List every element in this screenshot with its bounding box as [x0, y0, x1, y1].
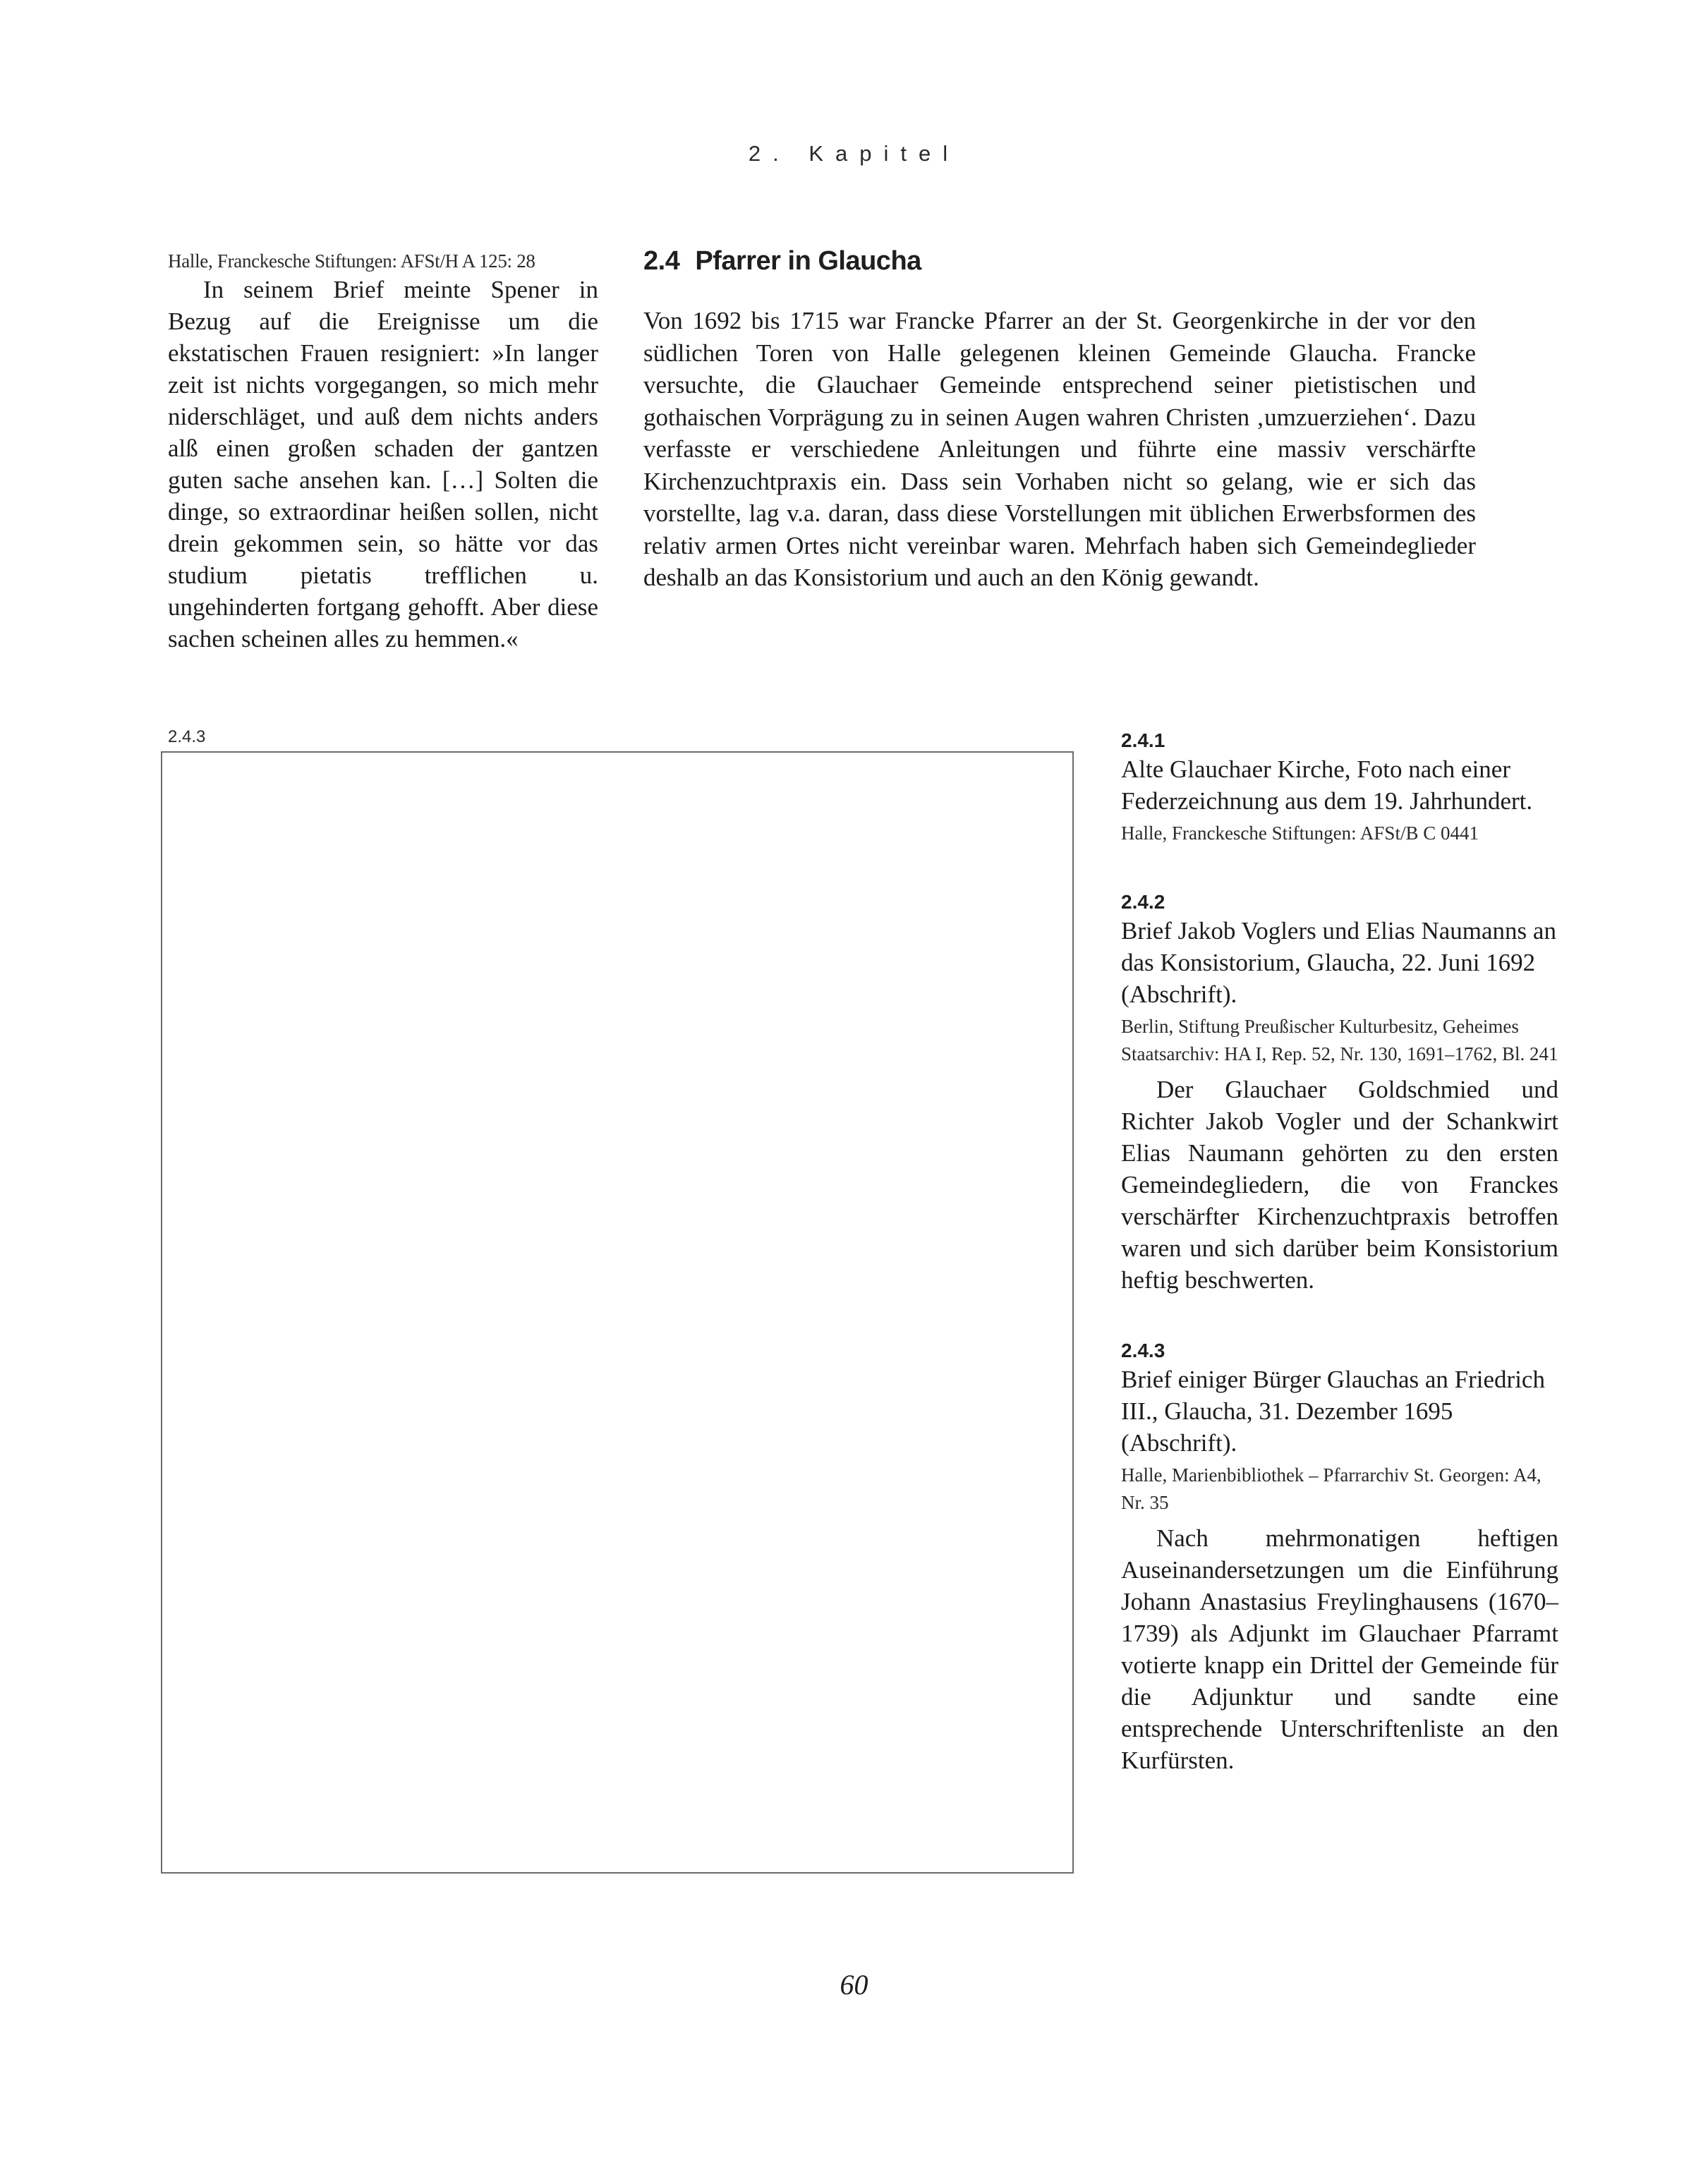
caption-item — [1121, 1338, 1558, 1776]
left-column — [168, 248, 598, 655]
caption-number: 2.4.2 — [1121, 891, 1165, 913]
caption-source: Berlin, Stiftung Preußischer Kulturbesitz, Geheimes Staatsarchiv: HA I, Rep. 52, Nr. 130, 1691–1762, Bl. 241 — [1121, 1016, 1558, 1064]
caption-item — [1121, 890, 1558, 1296]
caption-number: 2.4.1 — [1121, 729, 1165, 751]
figure-image-placeholder — [161, 751, 1074, 1874]
caption-number: 2.4.3 — [1121, 1340, 1165, 1361]
figure-label: 2.4.3 — [168, 727, 206, 746]
caption-item — [1121, 728, 1558, 847]
caption-title: Brief einiger Bürger Glauchas an Friedrich III., Glaucha, 31. Dezember 1695 (Abschrift). — [1121, 1366, 1545, 1457]
quote-paragraph: In seinem Brief meinte Spener in Bezug auf die Ereignisse um die ekstatischen Frauen resigniert: »In langer zeit ist nichts vorgegangen, so mich mehr niderschläget, und auß dem nichts anders alß einen großen schaden der gantzen guten sache ansehen kan. […] Solten die dinge, so extraordinar heißen sollen, nicht drein gekommen sein, so hätte vor das studium pietatis trefflichen u. ungehinderten fortgang gehofft. Aber diese sachen scheinen alles zu hemmen.« — [168, 276, 598, 652]
caption-source: Halle, Marienbibliothek – Pfarrarchiv St. Georgen: A4, Nr. 35 — [1121, 1464, 1542, 1513]
caption-title: Alte Glauchaer Kirche, Foto nach einer Federzeichnung aus dem 19. Jahrhundert. — [1121, 755, 1533, 815]
section-intro-paragraph: Von 1692 bis 1715 war Francke Pfarrer an der St. Georgenkirche in der vor den südlichen Toren von Halle gelegenen kleinen Gemeinde Glaucha. Francke versuchte, die Glauchaer Gemeinde entsprechend seiner pietistischen und gothaischen Vorprägung zu in seinen Augen wahren Christen ‚umzuerziehen‘. Dazu verfasste er verschiedene Anleitungen und führte eine massiv verschärfte Kirchenzuchtpraxis ein. Dass sein Vorhaben nicht so gelang, wie er sich das vorstellte, lag v.a. daran, dass diese Vorstellungen mit üblichen Erwerbsformen des relativ armen Ortes nicht vereinbar waren. Mehrfach haben sich Gemeindeglieder deshalb an das Konsistorium und auch an den König gewandt. — [643, 307, 1476, 591]
main-column — [643, 243, 1476, 594]
caption-column — [1121, 728, 1558, 1776]
section-heading — [643, 243, 1476, 279]
source-reference: Halle, Franckesche Stiftungen: AFSt/H A 125: 28 — [168, 250, 535, 272]
caption-text: Nach mehrmonatigen heftigen Auseinandersetzungen um die Einführung Johann Anastasius Freylinghausens (1670–1739) als Adjunkt im Glauchaer Pfarramt votierte knapp ein Drittel der Gemeinde für die Adjunktur und sandte eine entsprechende Unterschriftenliste an den Kurfürsten. — [1121, 1524, 1558, 1774]
section-title: Pfarrer in Glaucha — [695, 246, 921, 276]
page-number: 60 — [840, 1969, 868, 2001]
running-head: 2. Kapitel — [748, 141, 960, 166]
caption-source: Halle, Franckesche Stiftungen: AFSt/B C 0441 — [1121, 823, 1479, 844]
caption-text: Der Glauchaer Goldschmied und Richter Jakob Vogler und der Schankwirt Elias Naumann gehörten zu den ersten Gemeindegliedern, die von Franckes verschärfter Kirchenzuchtpraxis betroffen waren und sich darüber beim Konsistorium heftig beschwerten. — [1121, 1076, 1558, 1294]
section-number: 2.4 — [643, 246, 680, 276]
caption-title: Brief Jakob Voglers und Elias Naumanns an das Konsistorium, Glaucha, 22. Juni 1692 (Abschrift). — [1121, 917, 1556, 1008]
